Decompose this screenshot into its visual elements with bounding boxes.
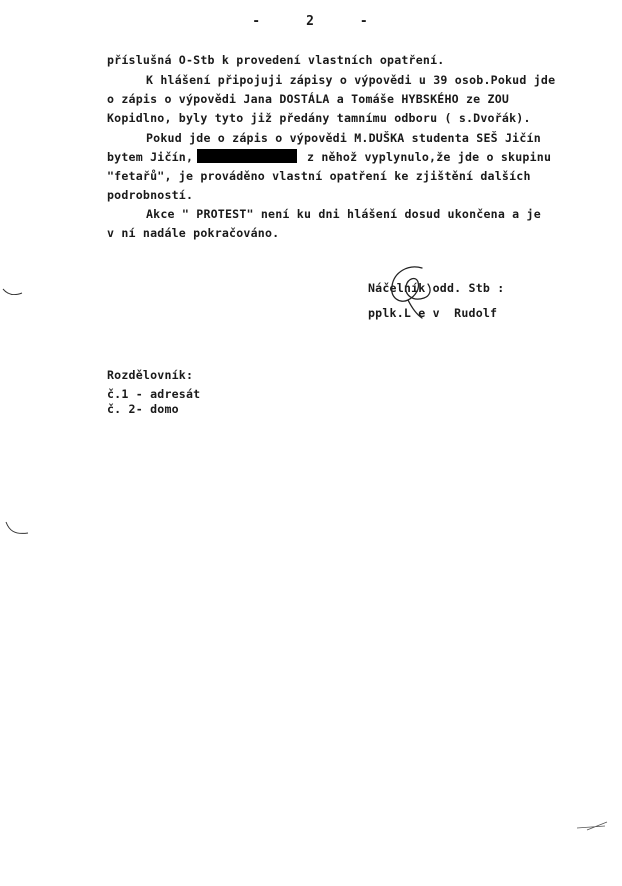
body-line-10: v ní nadále pokračováno. (107, 226, 280, 240)
body-line-1: příslušná O-Stb k provedení vlastních opatření. (107, 53, 445, 67)
body-line-5: Pokud jde o zápis o výpovědi M.DUŠKA studenta SEŠ Jičín (146, 131, 541, 145)
distribution-item-2: č. 2- domo (107, 402, 179, 416)
page-number-dash-left: - (252, 14, 263, 29)
page-number-value: 2 (306, 14, 316, 29)
body-line-8: podrobností. (107, 188, 194, 202)
page-number-dash-right: - (359, 14, 370, 29)
scan-artifact-mark (575, 818, 609, 832)
body-line-9: Akce " PROTEST" není ku dni hlášení dosud ukončena a je (146, 207, 541, 221)
body-line-3: o zápis o výpovědi Jana DOSTÁLA a Tomáše HYBSKÉHO ze ZOU (107, 92, 510, 106)
signature-title: Náčelník odd. Stb : (368, 281, 505, 295)
margin-mark-top (2, 285, 24, 299)
distribution-heading: Rozdělovník: (107, 368, 194, 382)
margin-mark-bottom (4, 520, 30, 540)
distribution-item-1: č.1 - adresát (107, 387, 201, 401)
page-number (0, 14, 622, 29)
body-line-7: "fetařů", je prováděno vlastní opatření ke zjištění dalších (107, 169, 531, 183)
body-line-6a: bytem Jičín, (107, 150, 194, 164)
body-line-4: Kopidlno, byly tyto již předány tamnímu odboru ( s.Dvořák). (107, 111, 531, 125)
handwritten-signature (378, 262, 442, 322)
body-line-6b: z něhož vyplynulo,že jde o skupinu (307, 150, 552, 164)
body-line-2: K hlášení připojuji zápisy o výpovědi u 39 osob.Pokud jde (146, 73, 556, 87)
signature-name: pplk.L e v Rudolf (368, 306, 498, 320)
redaction-bar (197, 149, 297, 163)
